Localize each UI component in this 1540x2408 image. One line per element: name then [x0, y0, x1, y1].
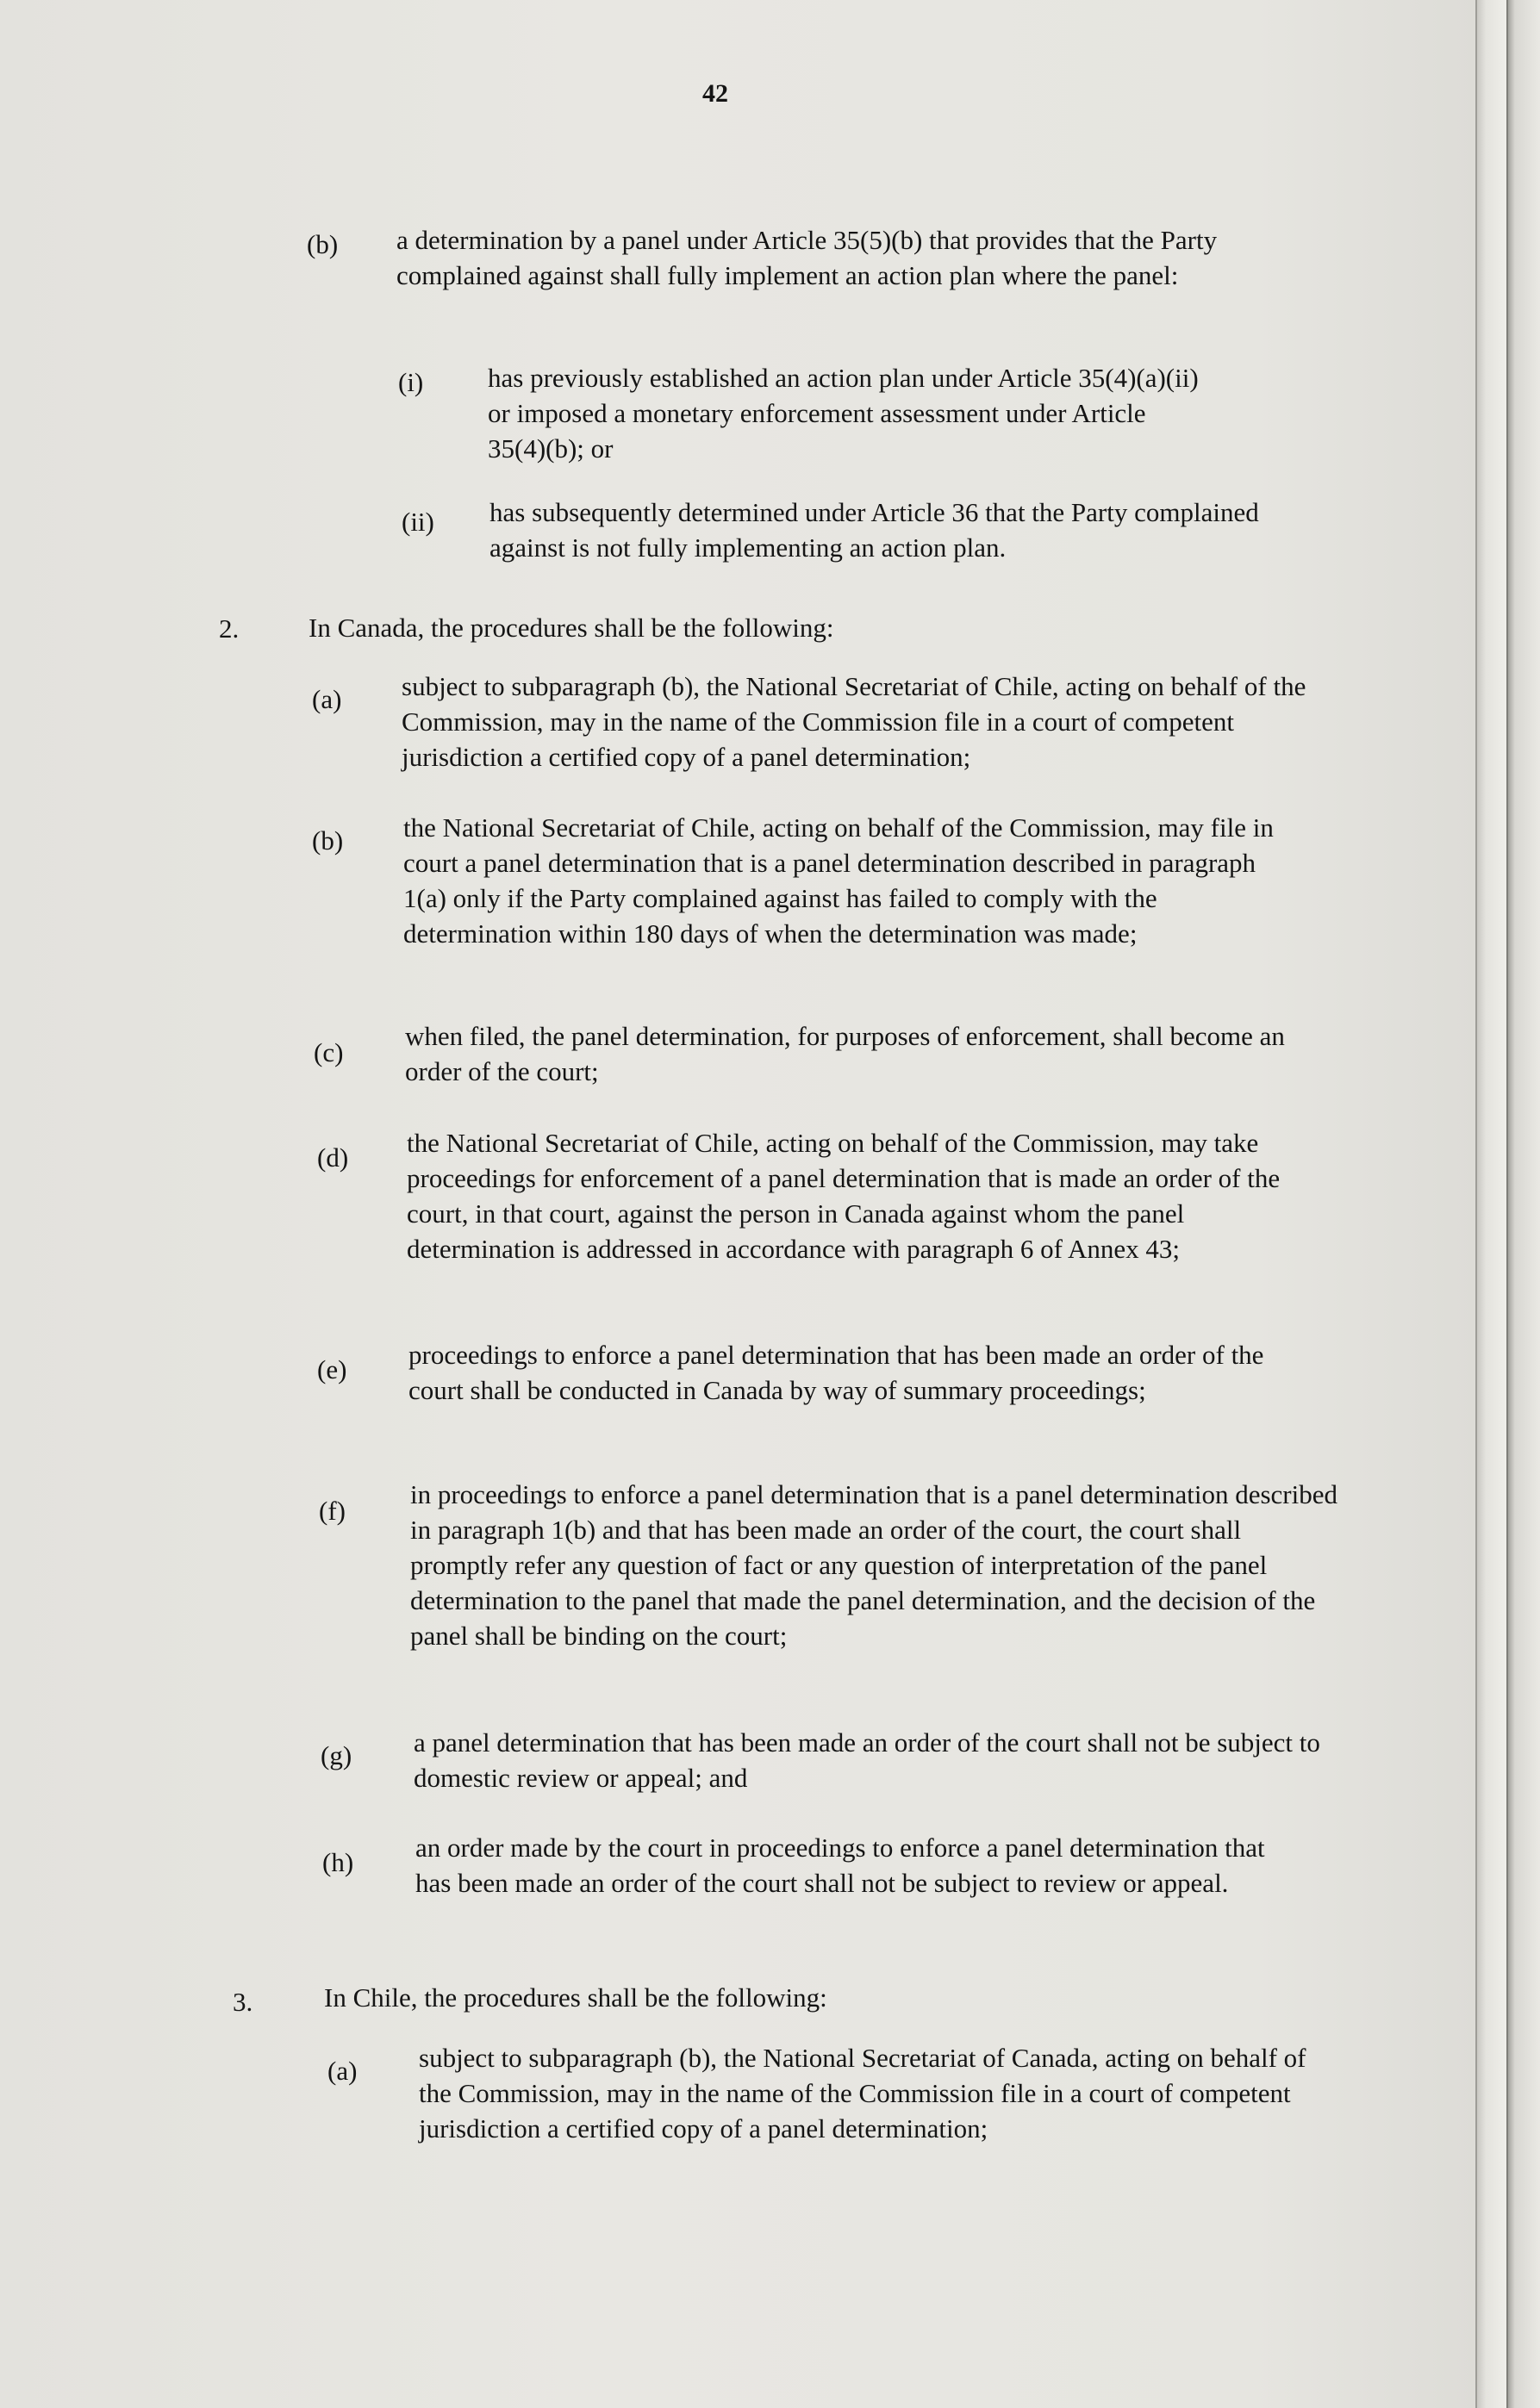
paragraph-number-2: 2. — [219, 613, 240, 644]
p2-label-e: (e) — [317, 1354, 347, 1384]
page-edge — [1475, 0, 1506, 2408]
item-text-b: a determination by a panel under Article 35(5)(b) that provides that the Party complained against shall fully implement an action plan where the panel: — [396, 225, 1218, 290]
paragraph-text-3: In Chile, the procedures shall be the following: — [324, 1982, 827, 2013]
p2-label-b: (b) — [312, 825, 344, 856]
p2-text-h: an order made by the court in proceedings to enforce a panel determination that has been made an order of the court shall not be subject to review or appeal. — [415, 1832, 1265, 1898]
p2-label-f: (f) — [319, 1496, 346, 1526]
p2-label-h: (h) — [322, 1847, 354, 1877]
p2-text-a: subject to subparagraph (b), the National Secretariat of Chile, acting on behalf of the Commission, may in the name of the Commission file in a court of competent jurisdiction a certified copy of a panel determination; — [402, 671, 1306, 772]
subitem-label-i: (i) — [398, 367, 424, 397]
item-label-b: (b) — [307, 229, 339, 259]
subitem-label-ii: (ii) — [402, 507, 434, 537]
page-number: 42 — [702, 79, 728, 108]
p2-label-a: (a) — [312, 684, 342, 714]
p2-text-e: proceedings to enforce a panel determination that has been made an order of the court shall be conducted in Canada by way of summary proceedings; — [408, 1340, 1264, 1405]
page-edge-back — [1506, 0, 1540, 2408]
p2-text-d: the National Secretariat of Chile, acting on behalf of the Commission, may take proceedings for enforcement of a panel determination that is made an order of the court, in that court, against the person in Canada against whom the panel determination is addressed in accordance with paragraph 6 of Annex 43; — [407, 1128, 1281, 1264]
p2-label-d: (d) — [317, 1142, 349, 1173]
p2-text-f: in proceedings to enforce a panel determination that is a panel determination described in paragraph 1(b) and that has been made an order of the court, the court shall promptly refer any question of fact or any question of interpretation of the panel determination to the panel that made the panel determination, and the decision of the panel shall be binding on the court; — [410, 1479, 1337, 1651]
paragraph-number-3: 3. — [233, 1987, 253, 2017]
p3-label-a: (a) — [327, 2056, 358, 2086]
p2-text-g: a panel determination that has been made an order of the court shall not be subject to domestic review or appeal; and — [414, 1727, 1320, 1793]
p2-text-c: when filed, the panel determination, for purposes of enforcement, shall become an order of the court; — [405, 1021, 1285, 1086]
subitem-text-ii: has subsequently determined under Article 36 that the Party complained against is not fully implementing an action plan. — [489, 497, 1259, 563]
paragraph-text-2: In Canada, the procedures shall be the following: — [309, 613, 834, 643]
p2-text-b: the National Secretariat of Chile, acting on behalf of the Commission, may file in court a panel determination that is a panel determination described in paragraph 1(a) only if the Party complained against has failed to comply with the determination within 180 days of when the determination was made; — [403, 812, 1274, 949]
p3-text-a: subject to subparagraph (b), the National Secretariat of Canada, acting on behalf of the Commission, may in the name of the Commission file in a court of competent jurisdiction a certified copy of a panel determination; — [419, 2043, 1306, 2144]
p2-label-g: (g) — [321, 1740, 352, 1770]
p2-label-c: (c) — [314, 1037, 344, 1067]
subitem-text-i: has previously established an action plan under Article 35(4)(a)(ii) or imposed a monetary enforcement assessment under Article 35(4)(b); or — [488, 363, 1199, 464]
